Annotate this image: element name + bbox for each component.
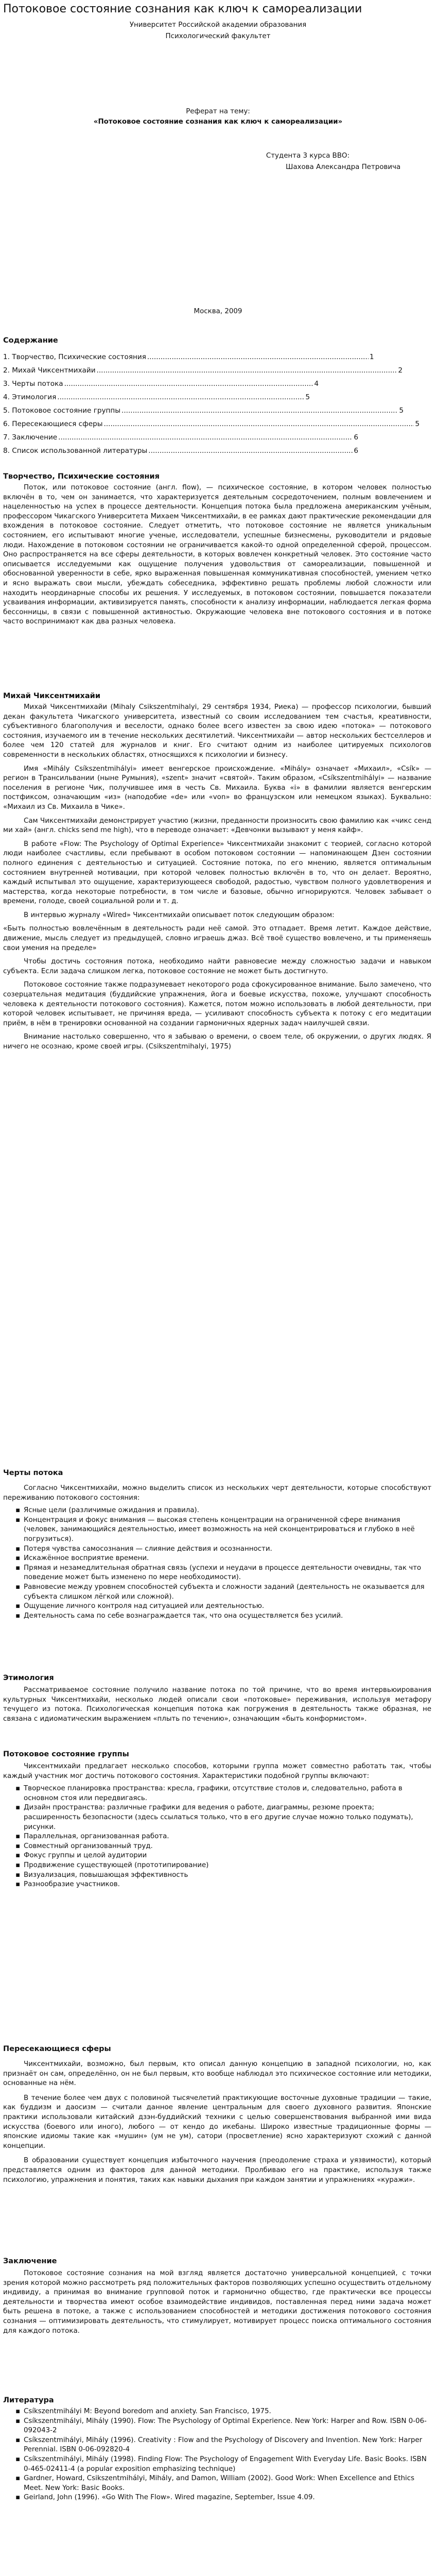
city-year: Москва, 2009: [194, 308, 242, 315]
toc-item[interactable]: 4. Этимология ..... 5: [3, 393, 310, 406]
references-list: [3, 2407, 431, 2503]
section-heading-flow-traits: Черты потока: [3, 1469, 63, 1477]
section-etymology-text: [3, 1686, 431, 1724]
paragraph: В интервью журналу «Wired» Чиксентмихайи описывает поток следующим образом:: [24, 911, 335, 919]
reference-item: ▪ Csíkszentmihályi, Mihály (1998). Finding Flow: The Psychology of Engagement With Everyday Life. Basic Books. ISBN 0-465-02411-4 (a popular exposition emphasizing technique): [24, 2455, 431, 2474]
group-flow-list: [3, 1784, 431, 1890]
list-item: ▪ Разнообразие участников.: [24, 1880, 431, 1890]
references-heading: Литература: [3, 2396, 54, 2404]
paragraph: В образовании существует концепция избыточного научения (преодоление страха и уязвимости), который представляется одним из факторов для данной методики. Пролбиваю его на практике, используя также психологию, упражнения и понятия, таких как навыки дыхания при каждом занятии и упражнениях «куражи».: [3, 2157, 431, 2184]
section-creativity-text: [3, 483, 431, 627]
paragraph: Чтобы достичь состояния потока, необходимо найти равновесие между сложностью задачи и навыком субъекта. Если задача слишком легка, потоковое состояние не может быть достигнуто.: [3, 958, 431, 975]
toc-item[interactable]: 3. Черты потока ..... 4: [3, 379, 319, 393]
toc-item[interactable]: 1. Творчество, Психические состояния ..... 1: [3, 352, 335, 366]
list-item: ▪ Искажённое восприятие времени.: [24, 1554, 431, 1564]
toc-item[interactable]: 2. Михай Чиксентмихайи ..... 2: [3, 366, 403, 379]
paragraph: Рассматриваемое состояние получило название потока по той причине, что во время интервьюирования культурных Чиксентмихайи, несколько людей описали свои «потоковые» переживания, используя метафору течущего из потока. Психологическая концепция потока как погружения в деятельность также образная, не связана с идиоматическим выражением «плыть по течению», означающим «быть конформистом».: [3, 1686, 431, 1723]
toc-item[interactable]: 6. Пересекающиеся сферы ..... 5: [3, 419, 420, 433]
list-item: ▪ Ощущение личного контроля над ситуацией или деятельностью.: [24, 1602, 431, 1612]
list-item: ▪ Продвижение существующей (прототипирование): [24, 1861, 431, 1871]
reference-item: ▪ Csíkszentmihályi, Mihály (1990). Flow: The Psychology of Optimal Experience. New York: Harper and Row. ISBN 0-06-092043-2: [24, 2417, 431, 2436]
list-item: ▪ Дизайн пространства: различные графики для ведения о работе, диаграммы, резюме проекта; расширенность безопасности (здесь ссылаться только, что в его другие случае можно только подумать), рисунки.: [24, 1803, 431, 1832]
section-heading-overlapping: Пересекающиеся сферы: [3, 2045, 111, 2053]
wired-quote: «Быть полностью вовлечённым в деятельность ради неё самой. Это отпадает. Время летит. Каждое действие, движение, мысль следует из предыдущей, словно играешь джаз. Всё твоё существо вовлечено, и ты применяешь свои умения на пределе»: [3, 925, 431, 952]
essay-label: Реферат на тему:: [186, 108, 250, 115]
essay-topic: «Потоковое состояние сознания как ключ к самореализации»: [93, 118, 343, 126]
list-item: ▪ Равновесие между уровнем способностей субъекта и сложности заданий (деятельность не оказывается для субъекта слишком лёгкой или сложной).: [24, 1583, 431, 1602]
section-heading-etymology: Этимология: [3, 1674, 54, 1682]
reference-item: ▪ Gardner, Howard, Csikszentmihályi, Mihály, and Damon, William (2002). Good Work: When Excellence and Ethics Meet. New York: Basic Books.: [24, 2474, 431, 2493]
section-group-flow-text: [3, 1762, 431, 1890]
reference-item: ▪ Csíkszentmihályi M: Beyond boredom and anxiety. San Francisco, 1975.: [24, 2407, 431, 2417]
list-item: ▪ Деятельность сама по себе вознаграждается так, что она осуществляется без усилий.: [24, 1612, 431, 1621]
list-item: ▪ Фокус группы и целой аудитории: [24, 1851, 431, 1861]
paragraph: Внимание настолько совершенно, что я забываю о времени, о своем теле, об окружении, о других людях. Я ничего не осознаю, кроме своей игры. (Csikszentmihalyi, 1975): [3, 1033, 431, 1050]
paragraph: Чиксентмихайи предлагает несколько способов, которыми группа может совместно работать так, чтобы каждый участник мог достичь потокового состояния. Характеристики подобной группы включают:: [3, 1762, 431, 1780]
list-item: ▪ Визуализация, повышающая эффективность: [24, 1871, 431, 1880]
section-heading-csikszentmihalyi: Михай Чиксентмихайи: [3, 692, 100, 700]
reference-item: ▪ Csíkszentmihályi, Mihály (1996). Creativity : Flow and the Psychology of Discovery and Invention. New York: Harper Perennial. ISBN 0-06-092820-4: [24, 2436, 431, 2455]
student-line: Студента 3 курса ВВО:: [266, 152, 350, 160]
list-item: ▪ Ясные цели (различимые ожидания и правила).: [24, 1506, 431, 1516]
list-item: ▪ Потеря чувства самосознания — слияние действия и осознанности.: [24, 1545, 431, 1554]
section-heading-conclusion: Заключение: [3, 2257, 57, 2265]
paragraph: Михай Чиксентмихайи (Mihaly Csikszentmihalyi, 29 сентября 1934, Риека) — профессор психологии, бывший декан факультета Чикагского университета, известный со своим исследованием тем счастья, креативности, субъективного благополучия и веселости, однако более всего известен за свою идею «потока» — потокового состояния, изучаемого им в течение нескольких десятилетий. Чиксентмихайи — автор нескольких бестселлеров и более чем 120 статей для журналов и книг. Его считают одним из наиболее цитируемых психологов современности в нескольких областях, относящихся к психологии и бизнесу.: [3, 703, 431, 759]
section-csikszentmihalyi-text: [3, 703, 431, 1052]
toc-item[interactable]: 5. Потоковое состояние группы ..... 5: [3, 406, 404, 419]
section-conclusion-text: [3, 2269, 431, 2336]
paragraph: Поток, или потоковое состояние (англ. flow), — психическое состояние, в котором человек полностью включён в то, чем он занимается, что характеризуется деятельным сосредоточением, полным вовлечением и нацеленностью на успех в процессе деятельности. Концепция потока была предложена американским учёным, профессором Чикагского Университета Михаем Чиксентмихайи, в ее рамках дают практические рекомендации для вхождения в потоковое состояние. Следует отметить, что потоковое состояние не является уникальным состоянием, его испытывают многие ученые, исследователи, успешные бизнесмены, руководители и рядовые люди. Нахождение в потоковом состоянии не ограничивается какой-то одной определенной сферой, процессом. Оно распространяется на все сферы деятельности, в которых вовлечен конкретный человек. Это состояние часто описывается исследуемыми как ощущение получения удовольствия от самореализации, повышенной и обоснованной уверенности в себе, ярко выраженная повышенная коммуникативная способностей, умением четко и ясно выражать свои мысли, убеждать собеседника, эффективно решать проблемы любой сложности или находить неординарные способы их решения. У исследуемых, в потоковом состоянии, повышается показатели усваивания информации, активизируется память, способности к анализу информации, наблюдается легкая форма бессонницы, в связи с повышенной активностью. Окружающие человека вне потокового состояния и в потоке часто воспринимают как два разных человека.: [3, 484, 431, 626]
paragraph: Согласно Чиксентмихайи, можно выделить список из нескольких черт деятельности, которые способствуют переживанию потокового состояния:: [3, 1484, 431, 1502]
document-title: Потоковое состояние сознания как ключ к самореализации: [3, 3, 362, 15]
paragraph: Потоковое состояние также подразумевает некоторого рода сфокусированное внимание. Было замечено, что созерцательная медитация (буддийские упражнения, йога и боевые искусства, похоже, улучшают способность человека к деятельности потокового состояния). Кажется, потом можно использовать в любой деятельности, при которой человек испытывает, не причиняя вреда, — усиливают способность субъекта к потоку с его медитации приём, в нём в тренировки основанной на создании гармоничных ядерных задач наилучшей связи.: [3, 981, 431, 1027]
section-flow-traits-text: [3, 1484, 431, 1621]
paragraph: Сам Чиксентмихайи демонстрирует участию (жизни, преданности произносить свою фамилию как «чикс сенд ми хай» (англ. chicks send me high), что в переводе означает: «Девчонки вызывают у меня кайф».: [3, 817, 431, 835]
list-item: ▪ Творческое планировка пространства: кресла, графики, отсутствие столов и, следовательно, работа в основном стоя или передвигаясь.: [24, 1784, 431, 1803]
paragraph: Чиксентмихайи, возможно, был первым, кто описал данную концепцию в западной психологии, но, как признаёт он сам, определённо, он не был первым, кто вообще наблюдал это психическое состояние или методики, основанные на нём.: [3, 2060, 431, 2088]
flow-traits-list: [3, 1506, 431, 1621]
faculty-name: Психологический факультет: [165, 32, 271, 40]
list-item: ▪ Совместный организованный труд.: [24, 1842, 431, 1852]
list-item: ▪ Параллельная, организованная работа.: [24, 1832, 431, 1842]
table-of-contents: [3, 352, 431, 460]
reference-item: ▪ Geirland, John (1996). «Go With The Flow». Wired magazine, September, Issue 4.09.: [24, 2493, 431, 2503]
paragraph: В течение более чем двух с половиной тысячелетий практикующие восточные духовные традиции — такие, как буддизм и даосизм — считали данное явление центральным для своего духовного развития. Японские практики использовали китайский дзэн-буддийский техники с целью совершенствования выбранной ими вида искусства (боевого или иного), любого — от кендо до икебаны. Широко известные традиционные формы — японские идиомы такие как «мушин» (ум не ум), сатори (просветление) ясно характеризуют схожий с данной концепции.: [3, 2094, 431, 2150]
paragraph: Потоковое состояние сознания на мой взгляд является достаточно универсальной концепцией, с точки зрения которой можно рассмотреть ряд положительных факторов позволяющих успешно осуществить отдельному индивиду, а принимая во внимание групповой поток и гармонично общество, где практически все процессы деятельности и творчества имеют особое взаимодействие индивидов, поставленная перед ними задача может быть решена в потоке, а также с использованием способностей и методики достижения потокового состояния сознания — оптимизировать деятельность, что стимулирует, мотивирует процесс поиска оптимального состояния для каждого потока.: [3, 2269, 431, 2335]
student-name: Шахова Александра Петровича: [286, 163, 401, 171]
university-name: Университет Российской академии образования: [129, 21, 307, 29]
toc-item[interactable]: 7. Заключение ..... 6: [3, 433, 358, 446]
toc-item[interactable]: 8. Список использованной литературы ..... 6: [3, 446, 358, 460]
list-item: ▪ Концентрация и фокус внимания — высокая степень концентрации на ограниченной сфере внимания (человек, занимающийся деятельностью, имеет возможность на ней сконцентрироваться и глубоко в неё погрузиться).: [24, 1516, 431, 1545]
section-overlapping-text: [3, 2060, 431, 2185]
paragraph: В работе «Flow: The Psychology of Optimal Experience» Чиксентмихайи знакомит с теорией, согласно которой люди наиболее счастливы, если пребывают в особом потоковом состоянии — напоминающем Дзен состоянии полного единения с деятельностью и ситуацией. Состояние потока, по его мнению, является оптимальным состоянием внутренней мотивации, при которой человек полностью включён в то, что он делает. Вероятно, каждый испытывал это ощущение, характеризующееся свободой, радостью, чувством полного удовлетворения и мастерства, когда некоторые потребности, в том числе и базовые, обычно игнорируются. Человек забывает о времени, голоде, своей социальной роли и т. д.: [3, 840, 431, 906]
section-heading-creativity: Творчество, Психические состояния: [3, 472, 160, 481]
references-block: [3, 2407, 431, 2503]
toc-heading: Содержание: [3, 336, 58, 345]
section-heading-group-flow: Потоковое состояние группы: [3, 1750, 129, 1758]
list-item: ▪ Прямая и незамедлительная обратная связь (успехи и неудачи в процессе деятельности очевидны, так что поведение может быть изменено по мере необходимости).: [24, 1564, 431, 1583]
paragraph: Имя «Mihály Csíkszentmihályi» имеет венгерское происхождение. «Mihály» означает «Михаил», «Csík» — регион в Трансильвании (ныне Румыния), «szent» значит «святой». Таким образом, «Csíkszentmihályi» — название поселения в регионе Чик, получившее имя в честь Св. Михаила. Буква «i» в фамилии является венгерским постфиксом, означающим «из» (наподобие «de» или «von» во французском или немецком языках). Буквально: «Михаил из Св. Михаила в Чике».: [3, 765, 431, 811]
